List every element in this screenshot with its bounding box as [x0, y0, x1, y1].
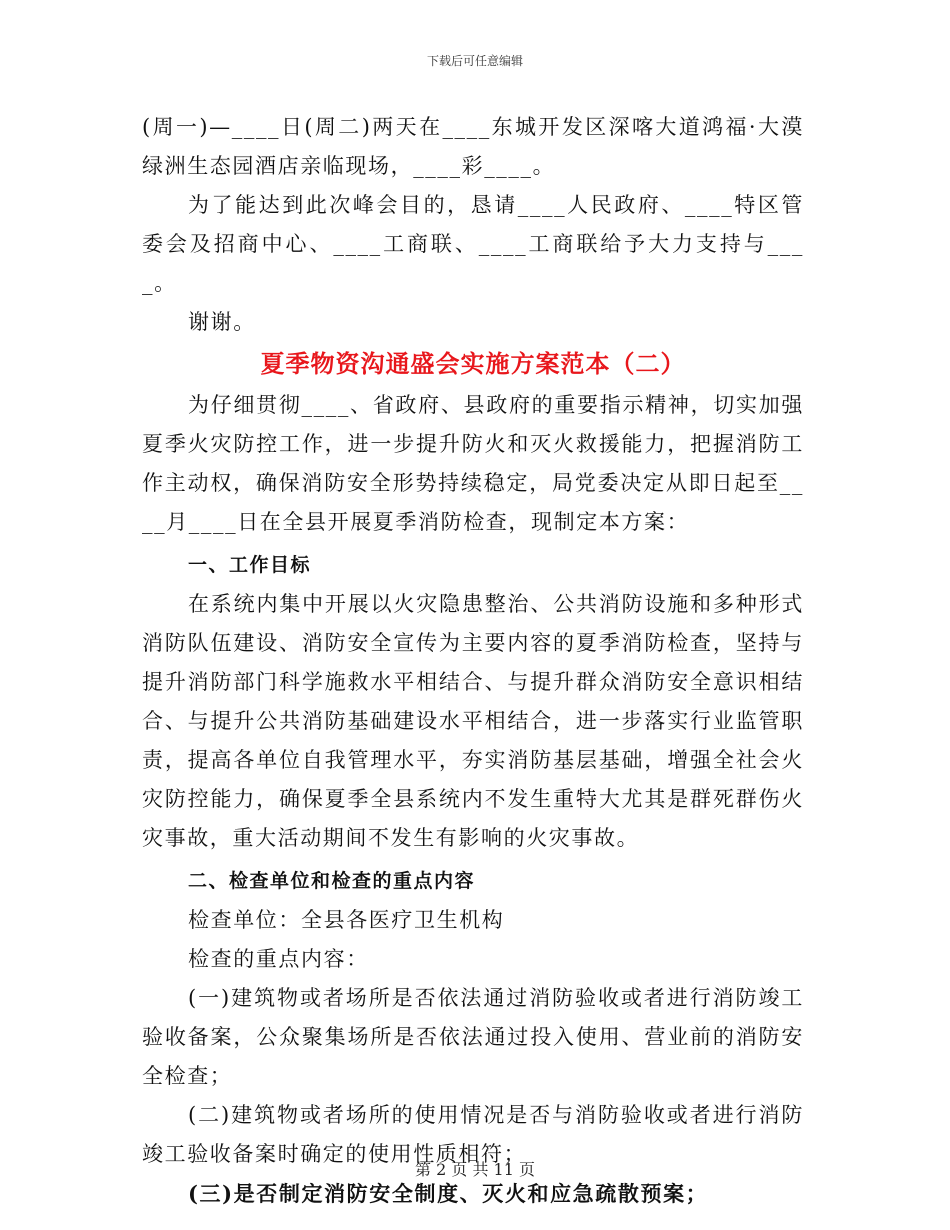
paragraph-units: 检查单位：全县各医疗卫生机构 — [188, 908, 505, 932]
page-header: 下载后可任意编辑 — [426, 54, 523, 68]
document-body — [142, 108, 804, 1213]
paragraph-intro: 为仔细贯彻____、省政府、县政府的重要指示精神，切实加强夏季火灾防控工作，进一步提升防火和灭火救援能力，把握消防工作主动权，确保消防安全形势持续稳定，局党委决定从即日起至____月____日在全县开展夏季消防检查，现制定本方案： — [142, 393, 804, 534]
paragraph-request: 为了能达到此次峰会目的，恳请____人民政府、____特区管委会及招商中心、____工商联、____工商联给予大力支持与____。 — [142, 193, 804, 295]
list-item-3: (三)是否制定消防安全制度、灭火和应急疏散预案； — [188, 1181, 709, 1206]
heading-work-goal: 一、工作目标 — [188, 554, 312, 576]
page-footer: 第 2 页 共 11 页 — [415, 1160, 535, 1179]
list-item-2: (二)建筑物或者场所的使用情况是否与消防验收或者进行消防竣工验收备案时确定的使用性质相符； — [142, 1103, 804, 1166]
heading-inspection-scope: 二、检查单位和检查的重点内容 — [188, 870, 476, 892]
section-title: 夏季物资沟通盛会实施方案范本（二） — [260, 350, 686, 378]
paragraph-thanks: 谢谢。 — [188, 310, 256, 334]
paragraph-focus-label: 检查的重点内容： — [188, 947, 369, 971]
paragraph-goal: 在系统内集中开展以火灾隐患整治、公共消防设施和多种形式消防队伍建设、消防安全宣传为主要内容的夏季消防检查，坚持与提升消防部门科学施救水平相结合、与提升群众消防安全意识相结合、与提升公共消防基础建设水平相结合，进一步落实行业监管职责，提高各单位自我管理水平，夯实消防基层基础，增强全社会火灾防控能力，确保夏季全县系统内不发生重特大尤其是群死群伤火灾事故，重大活动期间不发生有影响的火灾事故。 — [142, 592, 804, 850]
paragraph-venue: (周一)—____日(周二)两天在____东城开发区深喀大道鸿福·大漠绿洲生态园酒店亲临现场，____彩____。 — [142, 115, 804, 178]
list-item-1: (一)建筑物或者场所是否依法通过消防验收或者进行消防竣工验收备案，公众聚集场所是否依法通过投入使用、营业前的消防安全检查； — [142, 986, 804, 1088]
